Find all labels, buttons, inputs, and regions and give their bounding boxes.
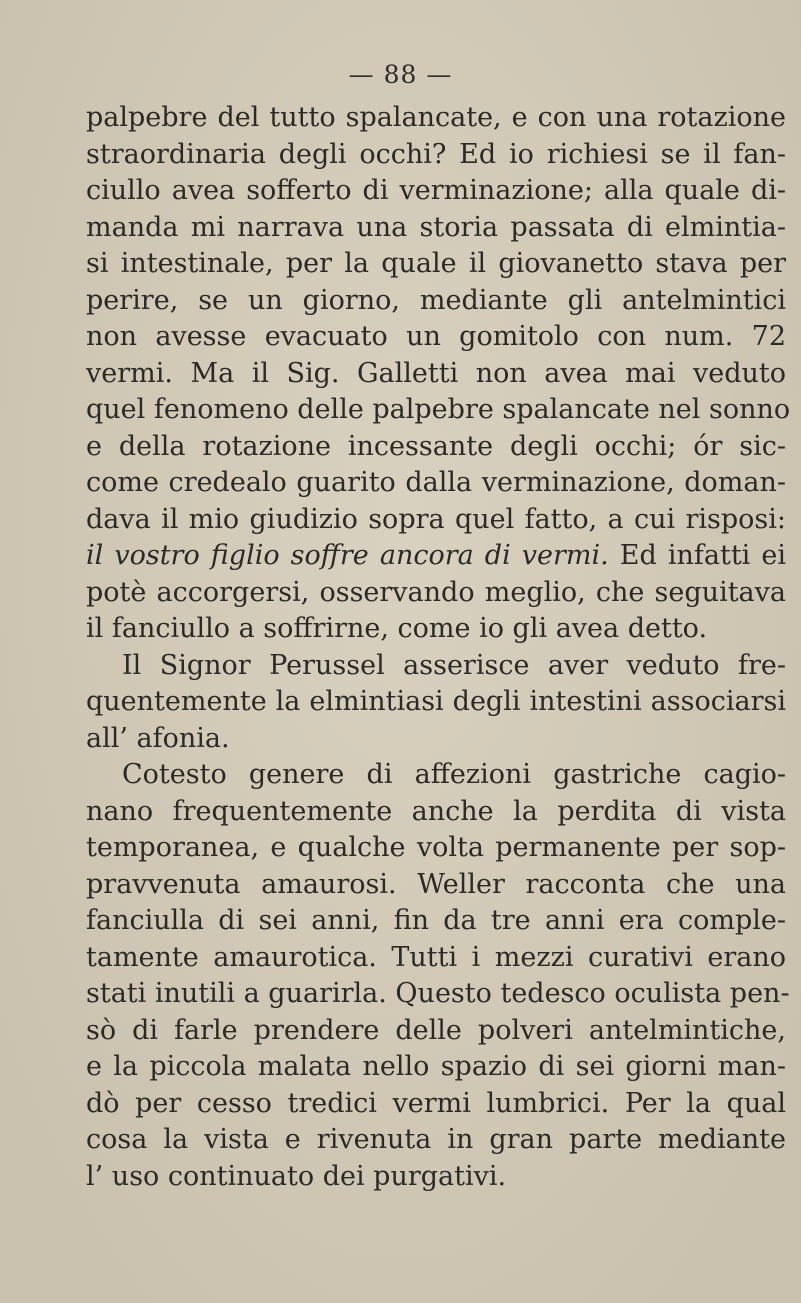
text-line: e della rotazione incessante degli occhi; ór sic- <box>86 430 786 462</box>
text-line: sò di farle prendere delle polveri antelmintiche, <box>86 1014 786 1046</box>
text-line: non avesse evacuato un gomitolo con num. 72 <box>86 321 786 352</box>
text-line: nano frequentemente anche la perdita di vista <box>86 795 786 827</box>
text-line: quentemente la elmintiasi degli intestini associarsi <box>86 686 786 717</box>
text-line: tamente amaurotica. Tutti i mezzi curativi erano <box>86 941 786 973</box>
text-line: pravvenuta amaurosi. Weller racconta che una <box>86 868 786 900</box>
italic-quote: il vostro figlio soffre ancora di vermi. <box>86 540 609 571</box>
text-line: fanciulla di sei anni, fin da tre anni era comple- <box>86 905 786 936</box>
text-line: come credealo guarito dalla verminazione, doman- <box>86 467 786 498</box>
text-fragment: Ed infatti ei <box>608 540 786 571</box>
paragraph-start: Cotesto genere di affezioni gastriche cagio- <box>122 759 786 790</box>
text-line: ciullo avea sofferto di verminazione; alla quale di- <box>86 175 786 206</box>
text-line: manda mi narrava una storia passata di elmintia- <box>86 211 786 243</box>
text-line: vermi. Ma il Sig. Galletti non avea mai veduto <box>86 357 786 389</box>
text-line: palpebre del tutto spalancate, e con una rotazione <box>86 102 786 133</box>
text-line: si intestinale, per la quale il giovanetto stava per <box>86 248 786 279</box>
page-number: — 88 — <box>348 60 453 89</box>
text-line: temporanea, e qualche volta permanente per sop- <box>86 832 786 863</box>
text-line: cosa la vista e rivenuta in gran parte mediante <box>86 1124 786 1155</box>
text-line: il fanciullo a soffrirne, come io gli avea detto. <box>86 613 708 644</box>
text-line: quel fenomeno delle palpebre spalancate nel sonno <box>86 394 791 425</box>
text-line: e la piccola malata nello spazio di sei giorni man- <box>86 1051 786 1082</box>
text-line: potè accorgersi, osservando meglio, che seguitava <box>86 576 786 608</box>
text-line: perire, se un giorno, mediante gli antelmintici <box>86 284 786 316</box>
text-line-mixed <box>86 538 786 575</box>
paragraph-start: Il Signor Perussel asserisce aver veduto fre- <box>122 649 786 681</box>
text-line: dava il mio giudizio sopra quel fatto, a cui risposi: <box>86 503 786 535</box>
body-text <box>86 100 791 1195</box>
text-line: l’ uso continuato dei purgativi. <box>86 1160 507 1192</box>
text-line: all’ afonia. <box>86 722 230 754</box>
text-line: straordinaria degli occhi? Ed io richiesi se il fan- <box>86 138 786 170</box>
text-line: stati inutili a guarirla. Questo tedesco oculista pen- <box>86 978 790 1009</box>
text-line: dò per cesso tredici vermi lumbrici. Per la qual <box>86 1087 786 1119</box>
